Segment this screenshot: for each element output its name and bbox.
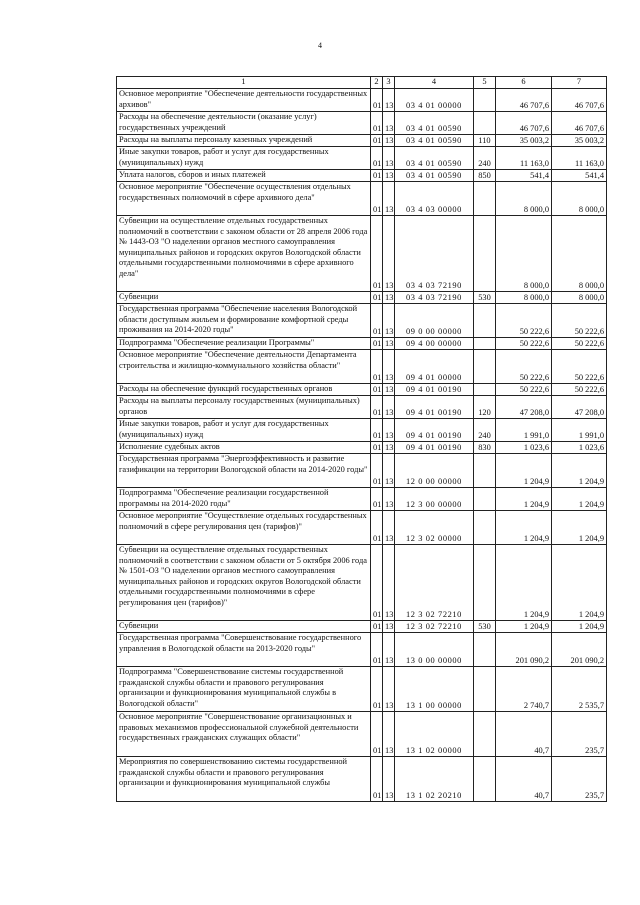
cell-amount-2: 8 000,0 — [552, 216, 607, 292]
cell-name: Подпрограмма "Обеспечение реализации государственной программы на 2014-2020 годы" — [117, 488, 371, 511]
cell-target-code: 03 4 03 72190 — [395, 216, 474, 292]
table-row — [117, 621, 607, 633]
cell-name: Подпрограмма "Совершенствование системы государственной гражданской службы области и правового регулирования организации и функционирования муниципальной службы в Вологодской области" — [117, 667, 371, 712]
cell-amount-2: 1 204,9 — [552, 488, 607, 511]
cell-subsection: 13 — [383, 216, 395, 292]
cell-section: 01 — [371, 442, 383, 454]
cell-amount-2: 2 535,7 — [552, 667, 607, 712]
cell-expense-type: 530 — [474, 621, 496, 633]
page-number: 4 — [318, 41, 322, 50]
cell-subsection: 13 — [383, 89, 395, 112]
cell-subsection: 13 — [383, 442, 395, 454]
cell-subsection: 13 — [383, 182, 395, 216]
budget-table — [116, 76, 607, 802]
cell-amount-1: 1 204,9 — [496, 511, 552, 545]
cell-amount-1: 50 222,6 — [496, 384, 552, 396]
cell-section: 01 — [371, 304, 383, 338]
table-row — [117, 667, 607, 712]
cell-target-code: 03 4 01 00590 — [395, 170, 474, 182]
cell-section: 01 — [371, 419, 383, 442]
table-row — [117, 545, 607, 621]
cell-section: 01 — [371, 89, 383, 112]
table-row — [117, 442, 607, 454]
cell-amount-2: 1 991,0 — [552, 419, 607, 442]
cell-amount-1: 1 204,9 — [496, 621, 552, 633]
table-row — [117, 147, 607, 170]
cell-expense-type — [474, 712, 496, 757]
cell-amount-2: 11 163,0 — [552, 147, 607, 170]
cell-amount-2: 50 222,6 — [552, 338, 607, 350]
cell-amount-1: 8 000,0 — [496, 216, 552, 292]
cell-subsection: 13 — [383, 304, 395, 338]
cell-section: 01 — [371, 454, 383, 488]
cell-amount-2: 8 000,0 — [552, 292, 607, 304]
cell-expense-type — [474, 350, 496, 384]
cell-subsection: 13 — [383, 757, 395, 802]
cell-section: 01 — [371, 488, 383, 511]
table-row — [117, 304, 607, 338]
table-row — [117, 511, 607, 545]
cell-amount-2: 235,7 — [552, 712, 607, 757]
table-row — [117, 633, 607, 667]
cell-target-code: 09 4 01 00000 — [395, 350, 474, 384]
cell-expense-type — [474, 89, 496, 112]
cell-amount-1: 201 090,2 — [496, 633, 552, 667]
cell-amount-1: 40,7 — [496, 712, 552, 757]
cell-amount-1: 1 023,6 — [496, 442, 552, 454]
cell-amount-1: 2 740,7 — [496, 667, 552, 712]
header-cell-3: 3 — [383, 77, 395, 89]
cell-expense-type — [474, 454, 496, 488]
cell-expense-type: 850 — [474, 170, 496, 182]
header-cell-7: 7 — [552, 77, 607, 89]
cell-section: 01 — [371, 135, 383, 147]
cell-name: Государственная программа "Совершенствование государственного управления в Вологодской области на 2013-2020 годы" — [117, 633, 371, 667]
cell-amount-2: 50 222,6 — [552, 350, 607, 384]
cell-subsection: 13 — [383, 147, 395, 170]
cell-subsection: 13 — [383, 633, 395, 667]
table-row — [117, 350, 607, 384]
table-row — [117, 170, 607, 182]
cell-expense-type — [474, 338, 496, 350]
cell-section: 01 — [371, 545, 383, 621]
cell-target-code: 03 4 01 00000 — [395, 89, 474, 112]
cell-name: Основное мероприятие "Обеспечение деятельности Департамента строительства и жилищно-коммунального хозяйства области" — [117, 350, 371, 384]
cell-amount-2: 1 204,9 — [552, 511, 607, 545]
cell-amount-2: 50 222,6 — [552, 384, 607, 396]
header-cell-1: 1 — [117, 77, 371, 89]
table-row — [117, 396, 607, 419]
cell-subsection: 13 — [383, 292, 395, 304]
cell-amount-2: 46 707,6 — [552, 112, 607, 135]
cell-amount-1: 47 208,0 — [496, 396, 552, 419]
cell-expense-type — [474, 633, 496, 667]
cell-expense-type — [474, 511, 496, 545]
cell-subsection: 13 — [383, 667, 395, 712]
table-row — [117, 454, 607, 488]
cell-section: 01 — [371, 712, 383, 757]
cell-name: Расходы на обеспечение деятельности (оказание услуг) государственных учреждений — [117, 112, 371, 135]
cell-amount-1: 35 003,2 — [496, 135, 552, 147]
cell-name: Основное мероприятие "Осуществление отдельных государственных полномочий в сфере регулирования цен (тарифов)" — [117, 511, 371, 545]
table-row — [117, 712, 607, 757]
cell-amount-2: 46 707,6 — [552, 89, 607, 112]
cell-section: 01 — [371, 170, 383, 182]
cell-subsection: 13 — [383, 419, 395, 442]
cell-target-code: 09 4 01 00190 — [395, 419, 474, 442]
cell-expense-type: 110 — [474, 135, 496, 147]
cell-expense-type — [474, 545, 496, 621]
cell-name: Государственная программа "Обеспечение населения Вологодской области доступным жильем и формирование комфортной среды проживания на 2014-2020 годы" — [117, 304, 371, 338]
table-row — [117, 384, 607, 396]
table-row — [117, 182, 607, 216]
cell-section: 01 — [371, 350, 383, 384]
cell-subsection: 13 — [383, 545, 395, 621]
cell-amount-1: 11 163,0 — [496, 147, 552, 170]
cell-amount-1: 46 707,6 — [496, 112, 552, 135]
header-cell-6: 6 — [496, 77, 552, 89]
cell-target-code: 13 1 00 00000 — [395, 667, 474, 712]
cell-name: Расходы на выплаты персоналу казенных учреждений — [117, 135, 371, 147]
cell-target-code: 03 4 01 00590 — [395, 112, 474, 135]
cell-name: Субвенции на осуществление отдельных государственных полномочий в соответствии с законом области от 28 апреля 2006 года № 1443-ОЗ "О наделении органов местного самоуправления муниципальных районов и городских округов Вологодской области отдельными государственными полномочиями в сфере архивного дела" — [117, 216, 371, 292]
cell-section: 01 — [371, 396, 383, 419]
cell-subsection: 13 — [383, 712, 395, 757]
cell-amount-2: 35 003,2 — [552, 135, 607, 147]
table-header-row — [117, 77, 607, 89]
cell-name: Расходы на выплаты персоналу государственных (муниципальных) органов — [117, 396, 371, 419]
header-cell-4: 4 — [395, 77, 474, 89]
cell-name: Подпрограмма "Обеспечение реализации Программы" — [117, 338, 371, 350]
cell-subsection: 13 — [383, 170, 395, 182]
cell-name: Основное мероприятие "Обеспечение осуществления отдельных государственных полномочий в сфере архивного дела" — [117, 182, 371, 216]
cell-section: 01 — [371, 292, 383, 304]
cell-subsection: 13 — [383, 135, 395, 147]
cell-amount-1: 46 707,6 — [496, 89, 552, 112]
cell-amount-1: 1 204,9 — [496, 454, 552, 488]
cell-target-code: 09 4 01 00190 — [395, 396, 474, 419]
cell-expense-type — [474, 488, 496, 511]
table-row — [117, 89, 607, 112]
cell-section: 01 — [371, 147, 383, 170]
cell-amount-2: 541,4 — [552, 170, 607, 182]
cell-expense-type: 120 — [474, 396, 496, 419]
cell-amount-2: 1 204,9 — [552, 621, 607, 633]
cell-target-code: 12 3 02 72210 — [395, 621, 474, 633]
cell-target-code: 12 3 02 72210 — [395, 545, 474, 621]
cell-name: Расходы на обеспечение функций государственных органов — [117, 384, 371, 396]
cell-name: Исполнение судебных актов — [117, 442, 371, 454]
cell-expense-type — [474, 667, 496, 712]
table-row — [117, 292, 607, 304]
cell-expense-type: 530 — [474, 292, 496, 304]
cell-name: Государственная программа "Энергоэффективность и развитие газификации на территории Вологодской области на 2014-2020 годы" — [117, 454, 371, 488]
cell-amount-2: 1 204,9 — [552, 545, 607, 621]
cell-name: Субвенции на осуществление отдельных государственных полномочий в соответствии с законом области от 5 октября 2006 года № 1501-ОЗ "О наделении органов местного самоуправления муниципальных районов и городских округов Вологодской области отдельными государственными полномочиями в сфере регулирования цен (тарифов)" — [117, 545, 371, 621]
cell-amount-2: 1 023,6 — [552, 442, 607, 454]
cell-section: 01 — [371, 384, 383, 396]
cell-section: 01 — [371, 112, 383, 135]
header-cell-5: 5 — [474, 77, 496, 89]
cell-section: 01 — [371, 216, 383, 292]
cell-target-code: 09 4 00 00000 — [395, 338, 474, 350]
cell-amount-1: 40,7 — [496, 757, 552, 802]
cell-name: Иные закупки товаров, работ и услуг для государственных (муниципальных) нужд — [117, 419, 371, 442]
cell-subsection: 13 — [383, 384, 395, 396]
table-row — [117, 757, 607, 802]
cell-amount-1: 8 000,0 — [496, 292, 552, 304]
cell-target-code: 09 4 01 00190 — [395, 442, 474, 454]
cell-subsection: 13 — [383, 112, 395, 135]
cell-amount-1: 1 991,0 — [496, 419, 552, 442]
cell-amount-2: 50 222,6 — [552, 304, 607, 338]
table-row — [117, 488, 607, 511]
table-row — [117, 216, 607, 292]
cell-subsection: 13 — [383, 396, 395, 419]
cell-section: 01 — [371, 621, 383, 633]
cell-section: 01 — [371, 511, 383, 545]
cell-target-code: 12 0 00 00000 — [395, 454, 474, 488]
cell-target-code: 09 0 00 00000 — [395, 304, 474, 338]
cell-expense-type — [474, 384, 496, 396]
cell-section: 01 — [371, 667, 383, 712]
cell-amount-1: 50 222,6 — [496, 350, 552, 384]
cell-name: Мероприятия по совершенствованию системы государственной гражданской службы области и правового регулирования организации и функционирования муниципальной службы — [117, 757, 371, 802]
cell-subsection: 13 — [383, 488, 395, 511]
cell-expense-type: 830 — [474, 442, 496, 454]
table-row — [117, 135, 607, 147]
cell-subsection: 13 — [383, 454, 395, 488]
table-row — [117, 338, 607, 350]
cell-amount-1: 50 222,6 — [496, 338, 552, 350]
cell-target-code: 03 4 03 72190 — [395, 292, 474, 304]
cell-expense-type — [474, 112, 496, 135]
cell-section: 01 — [371, 757, 383, 802]
cell-expense-type: 240 — [474, 419, 496, 442]
cell-section: 01 — [371, 182, 383, 216]
cell-target-code: 03 4 01 00590 — [395, 147, 474, 170]
cell-target-code: 12 3 00 00000 — [395, 488, 474, 511]
table-row — [117, 112, 607, 135]
cell-amount-1: 1 204,9 — [496, 545, 552, 621]
cell-amount-2: 1 204,9 — [552, 454, 607, 488]
cell-amount-1: 8 000,0 — [496, 182, 552, 216]
cell-name: Субвенции — [117, 292, 371, 304]
table-row — [117, 419, 607, 442]
cell-target-code: 13 1 02 20210 — [395, 757, 474, 802]
cell-expense-type — [474, 216, 496, 292]
cell-amount-2: 8 000,0 — [552, 182, 607, 216]
cell-name: Уплата налогов, сборов и иных платежей — [117, 170, 371, 182]
cell-subsection: 13 — [383, 338, 395, 350]
cell-amount-1: 1 204,9 — [496, 488, 552, 511]
cell-section: 01 — [371, 338, 383, 350]
cell-amount-2: 235,7 — [552, 757, 607, 802]
cell-section: 01 — [371, 633, 383, 667]
cell-expense-type — [474, 304, 496, 338]
cell-subsection: 13 — [383, 350, 395, 384]
cell-target-code: 03 4 03 00000 — [395, 182, 474, 216]
cell-subsection: 13 — [383, 511, 395, 545]
cell-name: Субвенции — [117, 621, 371, 633]
cell-amount-1: 50 222,6 — [496, 304, 552, 338]
cell-subsection: 13 — [383, 621, 395, 633]
cell-target-code: 13 1 02 00000 — [395, 712, 474, 757]
header-cell-2: 2 — [371, 77, 383, 89]
cell-amount-1: 541,4 — [496, 170, 552, 182]
cell-name: Основное мероприятие "Совершенствование организационных и правовых механизмов профессиональной служебной деятельности государственных гражданских служащих области" — [117, 712, 371, 757]
cell-expense-type — [474, 757, 496, 802]
cell-name: Основное мероприятие "Обеспечение деятельности государственных архивов" — [117, 89, 371, 112]
cell-expense-type — [474, 182, 496, 216]
cell-target-code: 12 3 02 00000 — [395, 511, 474, 545]
cell-amount-2: 201 090,2 — [552, 633, 607, 667]
cell-target-code: 09 4 01 00190 — [395, 384, 474, 396]
cell-target-code: 03 4 01 00590 — [395, 135, 474, 147]
cell-amount-2: 47 208,0 — [552, 396, 607, 419]
cell-expense-type: 240 — [474, 147, 496, 170]
cell-name: Иные закупки товаров, работ и услуг для государственных (муниципальных) нужд — [117, 147, 371, 170]
cell-target-code: 13 0 00 00000 — [395, 633, 474, 667]
